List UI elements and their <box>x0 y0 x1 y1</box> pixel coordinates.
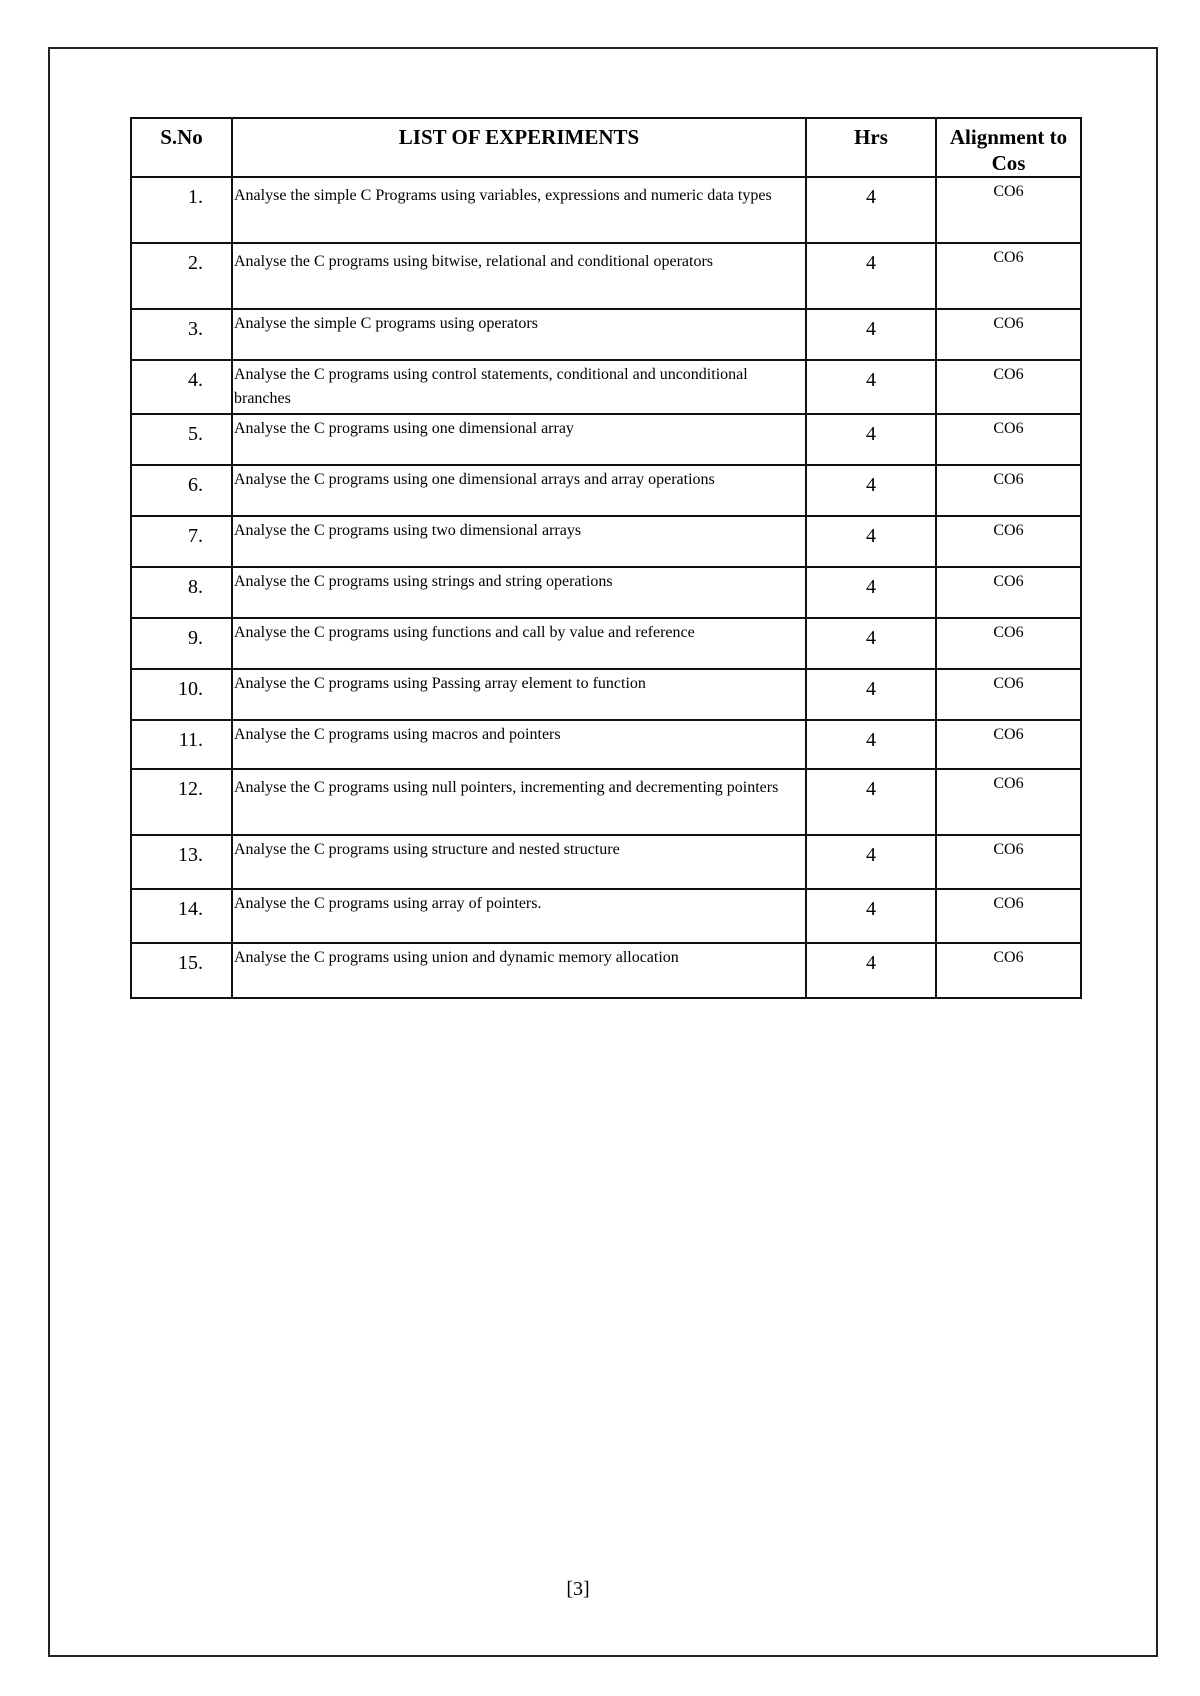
table-row <box>131 567 1081 618</box>
row-co: CO6 <box>936 465 1081 516</box>
row-hrs: 4 <box>806 618 936 669</box>
row-hrs: 4 <box>806 889 936 943</box>
row-hrs: 4 <box>806 669 936 720</box>
row-description: Analyse the C programs using one dimensional array <box>232 414 806 465</box>
row-description: Analyse the C programs using strings and string operations <box>232 567 806 618</box>
table-row <box>131 669 1081 720</box>
row-hrs: 4 <box>806 720 936 769</box>
row-co: CO6 <box>936 889 1081 943</box>
row-sno: 11. <box>131 720 232 769</box>
row-description: Analyse the C programs using two dimensional arrays <box>232 516 806 567</box>
table-row <box>131 360 1081 414</box>
row-co: CO6 <box>936 243 1081 309</box>
row-description: Analyse the simple C Programs using variables, expressions and numeric data types <box>232 177 806 243</box>
row-sno: 6. <box>131 465 232 516</box>
row-description: Analyse the C programs using macros and pointers <box>232 720 806 769</box>
row-co: CO6 <box>936 769 1081 835</box>
row-sno: 9. <box>131 618 232 669</box>
row-hrs: 4 <box>806 360 936 414</box>
row-description: Analyse the simple C programs using operators <box>232 309 806 360</box>
row-co: CO6 <box>936 835 1081 889</box>
row-hrs: 4 <box>806 835 936 889</box>
table-row <box>131 769 1081 835</box>
row-sno: 8. <box>131 567 232 618</box>
row-hrs: 4 <box>806 516 936 567</box>
row-co: CO6 <box>936 414 1081 465</box>
row-co: CO6 <box>936 360 1081 414</box>
row-description: Analyse the C programs using structure and nested structure <box>232 835 806 889</box>
row-sno: 12. <box>131 769 232 835</box>
row-co: CO6 <box>936 177 1081 243</box>
row-description: Analyse the C programs using Passing array element to function <box>232 669 806 720</box>
row-description: Analyse the C programs using bitwise, relational and conditional operators <box>232 243 806 309</box>
row-hrs: 4 <box>806 769 936 835</box>
row-sno: 10. <box>131 669 232 720</box>
row-sno: 4. <box>131 360 232 414</box>
experiments-table <box>130 117 1082 999</box>
row-co: CO6 <box>936 618 1081 669</box>
row-co: CO6 <box>936 720 1081 769</box>
header-sno: S.No <box>131 118 232 177</box>
row-description: Analyse the C programs using one dimensional arrays and array operations <box>232 465 806 516</box>
row-description: Analyse the C programs using union and dynamic memory allocation <box>232 943 806 998</box>
row-hrs: 4 <box>806 309 936 360</box>
header-alignment: Alignment to Cos <box>936 118 1081 177</box>
row-hrs: 4 <box>806 414 936 465</box>
row-description: Analyse the C programs using functions and call by value and reference <box>232 618 806 669</box>
table-row <box>131 414 1081 465</box>
row-description: Analyse the C programs using null pointers, incrementing and decrementing pointers <box>232 769 806 835</box>
table-row <box>131 465 1081 516</box>
page-number: [3] <box>566 1578 590 1600</box>
table-row <box>131 618 1081 669</box>
row-sno: 1. <box>131 177 232 243</box>
row-hrs: 4 <box>806 567 936 618</box>
row-sno: 14. <box>131 889 232 943</box>
row-co: CO6 <box>936 567 1081 618</box>
table-row <box>131 177 1081 243</box>
table-row <box>131 835 1081 889</box>
row-co: CO6 <box>936 669 1081 720</box>
row-hrs: 4 <box>806 465 936 516</box>
row-co: CO6 <box>936 309 1081 360</box>
table-row <box>131 943 1081 998</box>
table-header-row <box>131 118 1081 177</box>
header-experiments: LIST OF EXPERIMENTS <box>232 118 806 177</box>
row-co: CO6 <box>936 943 1081 998</box>
row-sno: 15. <box>131 943 232 998</box>
row-co: CO6 <box>936 516 1081 567</box>
row-hrs: 4 <box>806 943 936 998</box>
row-sno: 13. <box>131 835 232 889</box>
table-row <box>131 309 1081 360</box>
row-sno: 2. <box>131 243 232 309</box>
row-description: Analyse the C programs using array of pointers. <box>232 889 806 943</box>
row-sno: 7. <box>131 516 232 567</box>
row-sno: 5. <box>131 414 232 465</box>
table-row <box>131 516 1081 567</box>
table-row <box>131 243 1081 309</box>
row-description: Analyse the C programs using control statements, conditional and unconditional branches <box>232 360 806 414</box>
table-row <box>131 720 1081 769</box>
table-row <box>131 889 1081 943</box>
header-hrs: Hrs <box>806 118 936 177</box>
row-hrs: 4 <box>806 177 936 243</box>
row-hrs: 4 <box>806 243 936 309</box>
row-sno: 3. <box>131 309 232 360</box>
